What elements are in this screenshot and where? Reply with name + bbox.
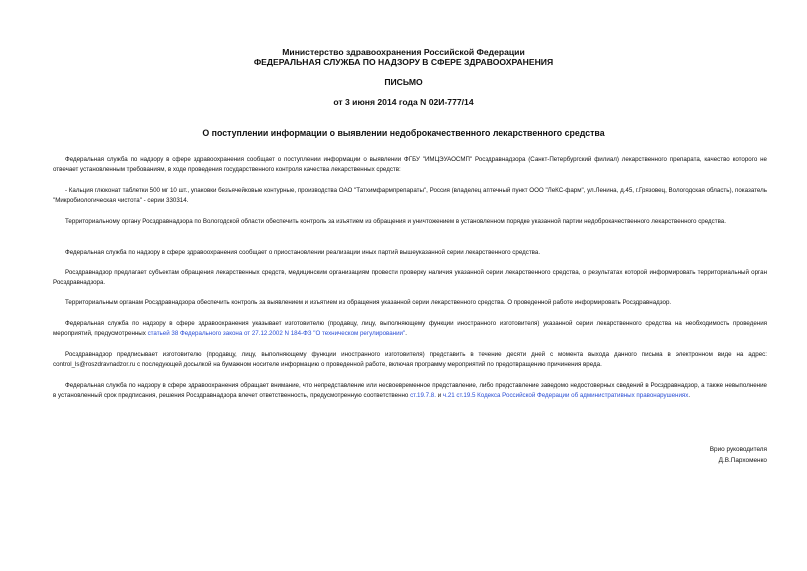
document-type: ПИСЬМО <box>384 77 423 87</box>
paragraph-7-text <box>53 319 767 340</box>
paragraph-6 <box>53 298 767 308</box>
paragraph-2 <box>53 186 767 207</box>
paragraph-8 <box>53 350 767 371</box>
paragraph-1 <box>53 155 767 176</box>
paragraph-5-text: Росздравнадзор предлагает субъектам обращения лекарственных средств, медицинским организациям провести проверку наличия указанной серии лекарственного средства, о результатах которой информировать территориальный орган Росздравнадзора. <box>53 269 767 287</box>
paragraph-3-text: Территориальному органу Росздравнадзора по Вологодской области обеспечить контроль за изъятием из обращения и уничтожением в установленном порядке указанной партии недоброкачественного лекарственного средства. <box>65 218 726 225</box>
paragraph-3 <box>53 217 767 227</box>
paragraph-9 <box>53 381 767 402</box>
federal-law-184-link[interactable]: статьей 38 Федерального закона от 27.12.2002 N 184-ФЗ "О техническом регулировании" <box>147 330 406 338</box>
paragraph-9-start: Федеральная служба по надзору в сфере здравоохранения обращает внимание, что непредставление или несвоевременное представление, либо представление заведомо недостоверных сведений в Росздравнадзор, а также невыполнение в установленный срок предписания, решения Росздравнадзора влечет ответственность, предусмотренную соответственно <box>53 382 767 400</box>
paragraph-4 <box>53 248 767 258</box>
service-name: ФЕДЕРАЛЬНАЯ СЛУЖБА ПО НАДЗОРУ В СФЕРЕ ЗДРАВООХРАНЕНИЯ <box>253 57 554 67</box>
document-date-number: от 3 июня 2014 года N 02И-777/14 <box>333 97 474 107</box>
paragraph-2-text: - Кальция глюконат таблетки 500 мг 10 шт., упаковки безъячейковые контурные, производства ОАО "Татхимфармпрепараты", Россия (владелец аптечный пункт ООО "ЛеКС-фарм", ул.Ленина, д.45, г.Грязовец, Вологодская область), показатель "Микробиологическая чистота" - серии 330314. <box>53 187 767 205</box>
signature-block <box>710 445 767 466</box>
paragraph-1-text: Федеральная служба по надзору в сфере здравоохранения сообщает о поступлении информации о выявлении ФГБУ "ИМЦЭУАОСМП" Росздравнадзора (Санкт-Петербургский филиал) лекарственного препарата, качество которого не отвечает установленным требованиям, в ходе проведения государственного контроля качества лекарственных средств: <box>53 156 767 174</box>
paragraph-9-mid: и <box>435 392 443 400</box>
signatory-position: Врио руководителя <box>709 446 767 453</box>
paragraph-7 <box>53 319 767 340</box>
paragraph-6-text: Территориальным органам Росздравнадзора обеспечить контроль за выявлением и изъятием из обращения указанной серии лекарственного средства. О проведенной работе информировать Росздравнадзор. <box>65 299 672 306</box>
article-19-7-8-link[interactable]: ст.19.7.8. <box>410 392 436 400</box>
paragraph-4-text: Федеральная служба по надзору в сфере здравоохранения сообщает о приостановлении реализации иных партий вышеуказанной серии лекарственного средства. <box>65 249 541 256</box>
paragraph-7-end: . <box>405 330 407 338</box>
document-title: О поступлении информации о выявлении недоброкачественного лекарственного средства <box>202 128 605 138</box>
paragraph-8-text: Росздравнадзор предписывает изготовителю (продавцу, лицу, выполняющему функции иностранного изготовителя) представить в течение десяти дней с момента выхода данного письма в электронном виде на адрес: control_ls@roszdravnadzor.ru с последующей досылкой на бумажном носителе информацию о проведенной работе, включая программу мероприятий по предотвращению причинения вреда. <box>53 351 767 369</box>
paragraph-9-end: . <box>688 392 691 400</box>
article-19-5-part-21-link[interactable]: ч.21 ст.19.5 <box>442 392 476 400</box>
administrative-code-link[interactable]: Кодекса Российской Федерации об административных правонарушениях <box>477 392 689 400</box>
signatory-name: Д.В.Пархоменко <box>718 456 767 464</box>
paragraph-7-start: Федеральная служба по надзору в сфере здравоохранения указывает изготовителю (продавцу, лицу, выполняющему функции иностранного изготовителя) указанной серии лекарственного средства на необходимость проведения мероприятий, предусмотренных <box>53 320 767 338</box>
paragraph-5 <box>53 268 767 289</box>
paragraph-9-text <box>53 381 767 402</box>
ministry-name: Министерство здравоохранения Российской Федерации <box>282 47 525 57</box>
